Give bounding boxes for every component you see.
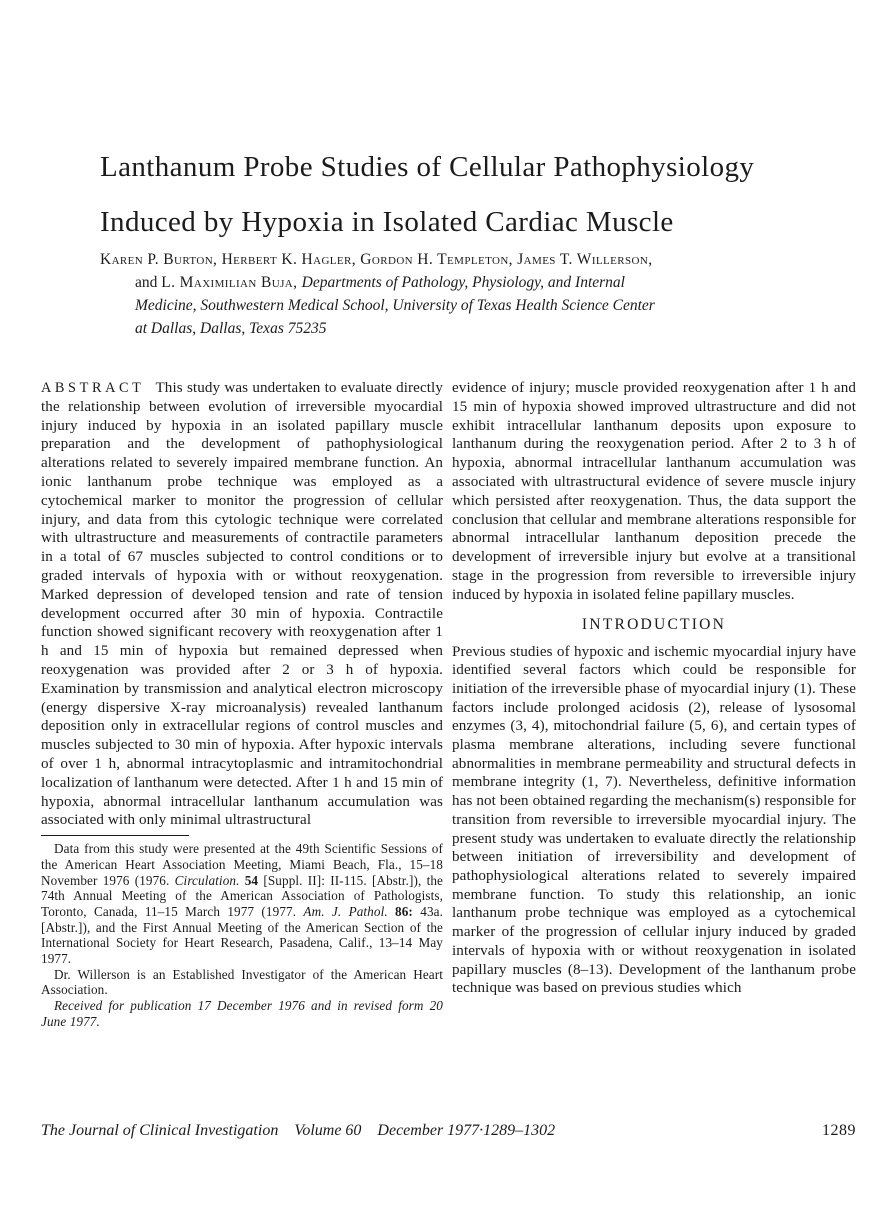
journal-issue-pages: December 1977·1289–1302 (377, 1122, 556, 1139)
introduction-paragraph: Previous studies of hypoxic and ischemic myocardial injury have identified several factors which could be responsible for initiation of the irreversible phase of myocardial injury (1). These factors include prolonged acidosis (2), release of lysosomal enzymes (3, 4), mitochondrial failure (5, 6), and certain types of plasma membrane alterations, including severe functional abnormalities in membrane permeability and structural defects in membrane integrity (1, 7). Nevertheless, definitive information has not been obtained regarding the mechanism(s) responsible for transition from reversible to irreversible myocardial injury. The present study was undertaken to evaluate directly the relationship between initiation of irreversibility and development of pathophysiological alterations related to severely impaired membrane function. To study this relationship, an ionic lanthanum probe technique was employed as a cytochemical marker of the progression of cellular injury induced by graded intervals of hypoxia with or without reoxygenation in isolated papillary muscles (8–13). Development of the lanthanum probe technique was based on previous studies which (452, 643, 856, 997)
abstract-paragraph-right: evidence of injury; muscle provided reoxygenation after 1 h and 15 min of hypoxia showed improved ultrastructure and did not exhibit intracellular lanthanum deposits upon exposure to lanthanum during the reoxygenation period. After 2 to 3 h of hypoxia, abnormal intracellular lanthanum accumulation was associated with ultrastructural evidence of severe muscle injury which persisted after reoxygenation. Thus, the data support the conclusion that cellular and membrane alterations responsible for abnormal intracellular lanthanum deposition precede the development of irreversible injury but evolve at a transitional stage in the progression from reversible to irreversible injury induced by hypoxia in isolated feline papillary muscles. (452, 380, 856, 603)
article-title-line2: Induced by Hypoxia in Isolated Cardiac Muscle (100, 206, 674, 238)
abstract-label: ABSTRACT (41, 380, 145, 396)
footnote-investigator: Dr. Willerson is an Established Investigator of the American Heart Association. (41, 966, 443, 998)
right-column (452, 379, 856, 998)
footnote-presented-at: Data from this study were presented at the 49th Scientific Sessions of the American Heart Association Meeting, Miami Beach, Fla., 15–18 November 1976 (1976. Circulation. 54 [Suppl. II]: II-115. [Abstr.]), the 74th Annual Meeting of the American Association of Pathologists, Toronto, Canada, 11–15 March 1977 (1977. Am. J. Pathol. 86: 43a. [Abstr.]), and the First Annual Meeting of the American Section of the International Society for Heart Research, Pasadena, Calif., 13–14 May 1977. (41, 841, 443, 967)
article-title-line1: Lanthanum Probe Studies of Cellular Pathophysiology (100, 151, 755, 183)
left-column (41, 379, 443, 1030)
footnotes-block (41, 841, 443, 1029)
author-byline: Karen P. Burton, Herbert K. Hagler, Gordon H. Templeton, James T. Willerson, and L. Maximilian Buja, Departments of Pathology, Physiology, and Internal Medicine, Southwestern Medical School, University of Texas Health Science Center at Dallas, Dallas, Texas 75235 (100, 251, 655, 337)
introduction-heading: INTRODUCTION (581, 615, 727, 633)
journal-name: The Journal of Clinical Investigation (41, 1122, 279, 1139)
article-title (100, 140, 820, 250)
footnote-divider (41, 835, 189, 836)
page-footer (41, 1122, 856, 1140)
journal-citation-line (41, 1122, 555, 1140)
abstract-text-column1: This study was undertaken to evaluate directly the relationship between evolution of irreversible myocardial injury induced by hypoxia in an isolated papillary muscle preparation and the development of pathophysiological alterations related to severely impaired membrane function. An ionic lanthanum probe technique was employed as a cytochemical marker to monitor the progression of cellular injury, and data from this cytologic technique were correlated with ultrastructure and measurements of contractile parameters in a total of 67 muscles subjected to control conditions or to graded intervals of hypoxia with or without reoxygenation. Marked depression of developed tension and rate of tension development occurred after 30 min of hypoxia. Contractile function showed significant recovery with reoxygenation after 1 h and 15 min of hypoxia but remained depressed when reoxygenation was provided after 2 or 3 h of hypoxia. Examination by transmission and analytical electron microscopy (energy dispersive X-ray microanalysis) revealed lanthanum deposition only in extracellular regions of control muscles and muscles subjected to 30 min of hypoxia. After hypoxic intervals of over 1 h, abnormal intracytoplasmic and intramitochondrial localization of lanthanum were detected. After 1 h and 15 min of hypoxia, abnormal intracellular lanthanum accumulation was associated with only minimal ultrastructural (41, 380, 443, 829)
footnote-received: Received for publication 17 December 1976 and in revised form 20 June 1977. (41, 998, 443, 1029)
abstract-paragraph-left (41, 379, 443, 830)
journal-volume: Volume 60 (294, 1122, 362, 1139)
page-number: 1289 (822, 1122, 856, 1139)
